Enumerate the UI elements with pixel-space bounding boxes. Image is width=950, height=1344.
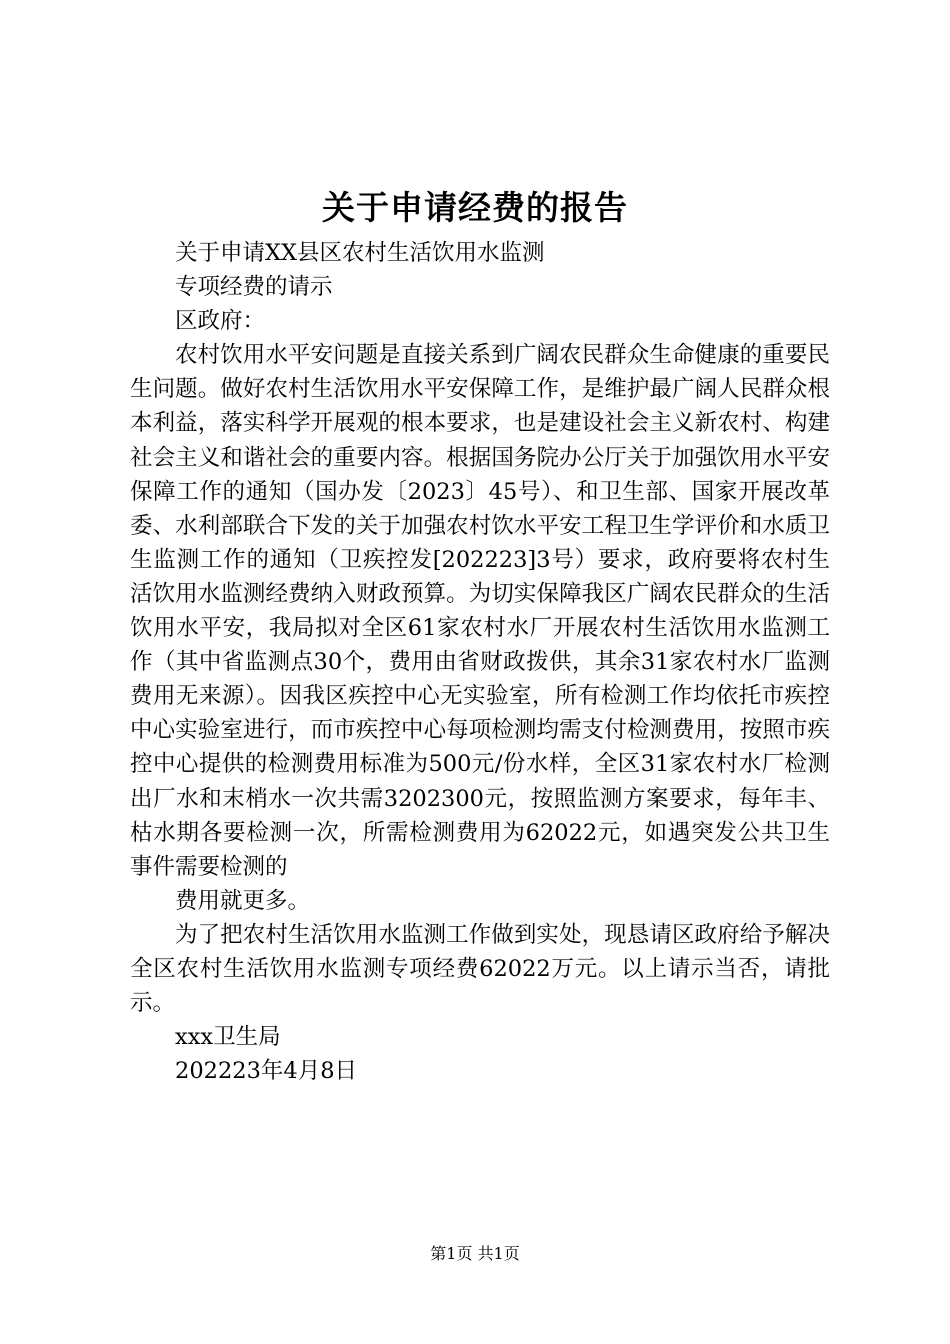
signature-organization: xxx卫生局 [175, 1024, 281, 1051]
subject-line-1: 关于申请XX县区农村生活饮用水监测 [175, 240, 545, 266]
page-number-footer: 第1页 共1页 [430, 1244, 520, 1263]
main-paragraph: 农村饮用水平安问题是直接关系到广阔农民群众生命健康的重要民生问题。做好农村生活饮用水平安保障工作，是维护最广阔人民群众根本利益，落实科学开展观的根本要求，也是建设社会主义新农村、构建社会主义和谐社会的重要内容。根据国务院办公厅关于加强饮用水平安保障工作的通知（国办发〔2023〕45号）、和卫生部、国家开展改革委、水利部联合下发的关于加强农村饮水平安工程卫生学评价和水质卫生监测工作的通知（卫疾控发[202223]3号）要求，政府要将农村生活饮用水监测经费纳入财政预算。为切实保障我区广阔农民群众的生活饮用水平安，我局拟对全区61家农村水厂开展农村生活饮用水监测工作（其中省监测点30个，费用由省财政拨供，其余31家农村水厂监测费用无来源）。因我区疾控中心无实验室，所有检测工作均依托市疾控中心实验室进行，而市疾控中心每项检测均需支付检测费用，按照市疾控中心提供的检测费用标准为500元/份水样，全区31家农村水厂检测出厂水和末梢水一次共需3202300元，按照监测方案要求，每年丰、枯水期各要检测一次，所需检测费用为62022元，如遇突发公共卫生事件需要检测的 [130, 342, 830, 880]
request-paragraph: 为了把农村生活饮用水监测工作做到实处，现恳请区政府给予解决全区农村生活饮用水监测专项经费62022万元。以上请示当否，请批示。 [130, 921, 830, 1017]
salutation: 区政府： [175, 308, 266, 335]
subject-line-2: 专项经费的请示 [175, 274, 333, 301]
signature-date: 202223年4月8日 [175, 1058, 358, 1085]
continuation-paragraph: 费用就更多。 [175, 887, 311, 914]
document-title: 关于申请经费的报告 [322, 188, 628, 227]
document-body [130, 236, 830, 1088]
